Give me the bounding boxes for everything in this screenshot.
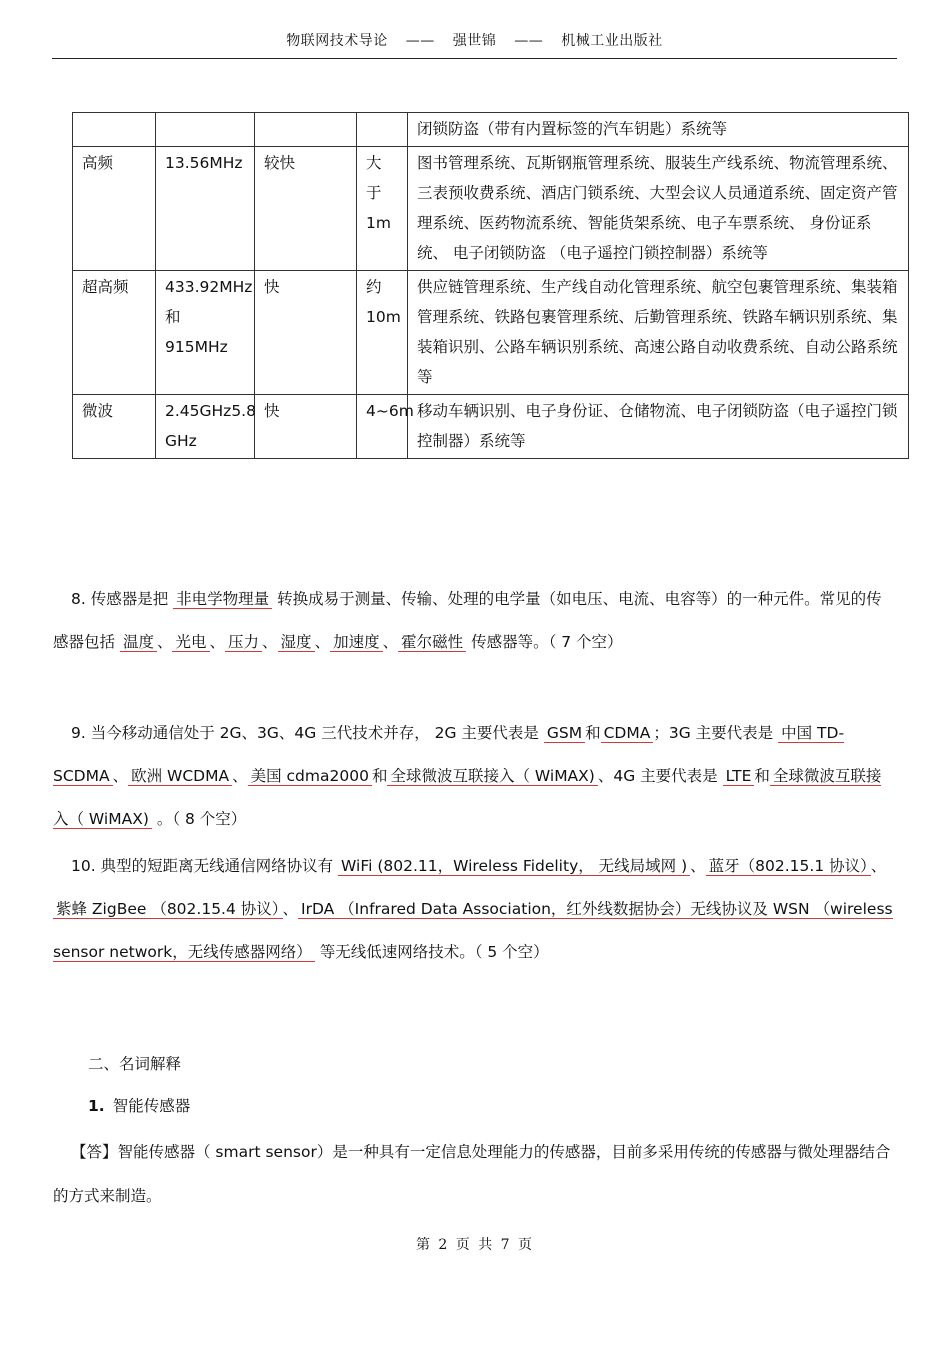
page-number: 第 2 页 共 7 页: [415, 1237, 535, 1253]
separator: 、: [690, 857, 706, 875]
table-row: [73, 271, 909, 395]
question-10: [53, 845, 893, 974]
answer-blank: 光电: [172, 633, 209, 652]
page-header: [52, 30, 897, 50]
question-text: 和: [585, 724, 601, 742]
header-publisher: 机械工业出版社: [561, 33, 663, 49]
cell-range: 4~6m: [357, 395, 408, 459]
answer-blank: 美国 cdma2000: [248, 767, 372, 786]
separator: 、: [870, 857, 887, 875]
cell-applications: 移动车辆识别、电子身份证、仓储物流、电子闭锁防盗（电子遥控门锁控制器）系统等: [408, 395, 909, 459]
cell-band: 超高频: [73, 271, 156, 395]
cell-frequency: 2.45GHz5.8 GHz: [156, 395, 255, 459]
question-text: 传感器等。（ 7 个空）: [471, 633, 623, 651]
table-row: [73, 113, 909, 147]
answer-blank: 湿度: [278, 633, 315, 652]
question-text: 8. 传感器是把: [71, 590, 169, 608]
separator: 、: [156, 633, 173, 651]
answer-blank: LTE: [723, 767, 755, 786]
answer-blank: 压力: [225, 633, 262, 652]
question-text: 9. 当今移动通信处于 2G、3G、4G 三代技术并存， 2G 主要代表是: [71, 724, 539, 742]
header-book-title: 物联网技术导论: [286, 33, 388, 49]
cell-speed: [255, 113, 357, 147]
question-text: 。（ 8 个空）: [156, 810, 247, 828]
answer-blank: 霍尔磁性: [398, 633, 466, 652]
question-text: 、4G 主要代表是: [597, 767, 718, 785]
rfid-frequency-table: [72, 112, 909, 459]
answer-blank: 非电学物理量: [173, 590, 272, 609]
header-author: 强世锦: [452, 33, 497, 49]
section-title: 二、名词解释: [88, 1055, 182, 1073]
separator: 、: [282, 900, 299, 918]
question-text: 和: [754, 767, 770, 785]
cell-band: 高频: [73, 147, 156, 271]
cell-speed: 较快: [255, 147, 357, 271]
term-number: 1.: [88, 1097, 105, 1115]
cell-band: [73, 113, 156, 147]
question-text: 10. 典型的短距离无线通信网络协议有: [71, 857, 334, 875]
answer-blank: 全球微波互联接入（ WiMAX): [53, 767, 882, 828]
cell-applications: 供应链管理系统、生产线自动化管理系统、航空包裹管理系统、集装箱管理系统、铁路包裹管理系统、后勤管理系统、铁路车辆识别系统、集装箱识别、公路车辆识别系统、高速公路自动收费系统、自动公路系统等: [408, 271, 909, 395]
question-text: 和: [371, 767, 388, 785]
answer-text: 【答】智能传感器（ smart sensor）是一种具有一定信息处理能力的传感器，目前多采用传统的传感器与微处理器结合的方式来制造。: [53, 1143, 891, 1205]
separator: 、: [232, 767, 248, 785]
table-row: [73, 147, 909, 271]
question-8: [53, 578, 893, 664]
answer-blank: 欧洲 WCDMA: [128, 767, 232, 786]
cell-range: 大 于 1m: [357, 147, 408, 271]
cell-applications: 闭锁防盗（带有内置标签的汽车钥匙）系统等: [408, 113, 909, 147]
answer-blank: 蓝牙（802.15.1 协议）: [706, 857, 871, 876]
header-separator: ——: [405, 33, 435, 49]
cell-speed: 快: [255, 395, 357, 459]
cell-range: 约 10m: [357, 271, 408, 395]
cell-speed: 快: [255, 271, 357, 395]
separator: 、: [209, 633, 226, 651]
header-rule: [52, 58, 897, 59]
answer-blank: 中国 TD-SCDMA: [53, 724, 845, 785]
answer-blank: 紫蜂 ZigBee （802.15.4 协议）: [53, 900, 283, 919]
separator: 、: [382, 633, 399, 651]
question-text: ；3G 主要代表是: [653, 724, 774, 742]
cell-frequency: [156, 113, 255, 147]
answer-blank: IrDA （Infrared Data Association，红外线数据协会）无线协议及 WSN （wireless sensor network，无线传感器网络）: [53, 900, 893, 961]
answer-paragraph: [53, 1130, 893, 1218]
answer-blank: 加速度: [330, 633, 383, 652]
answer-blank: 全球微波互联接入（ WiMAX): [387, 767, 597, 786]
separator: 、: [314, 633, 331, 651]
cell-applications: 图书管理系统、瓦斯钢瓶管理系统、服装生产线系统、物流管理系统、三表预收费系统、酒店门锁系统、大型会议人员通道系统、固定资产管理系统、医药物流系统、智能货架系统、电子车票系统、 身份证系统、 电子闭锁防盗 （电子遥控门锁控制器）系统等: [408, 147, 909, 271]
cell-frequency: 433.92MHz 和 915MHz: [156, 271, 255, 395]
answer-blank: GSM: [544, 724, 585, 743]
answer-blank: 温度: [120, 633, 157, 652]
separator: 、: [112, 767, 129, 785]
separator: 、: [262, 633, 278, 651]
answer-blank: WiFi (802.11，Wireless Fidelity， 无线局域网 ): [338, 857, 690, 876]
table-row: [73, 395, 909, 459]
question-text: 等无线低速网络技术。（ 5 个空）: [319, 943, 549, 961]
term-heading: [88, 1094, 190, 1116]
header-separator: ——: [514, 33, 544, 49]
answer-blank: CDMA: [601, 724, 654, 743]
cell-frequency: 13.56MHz: [156, 147, 255, 271]
question-text: 转换成易于测量、传输、处理的电学量（如电压、电流、电容等）的一种元件。常见的传感器包括: [53, 590, 882, 651]
cell-band: 微波: [73, 395, 156, 459]
question-9: [53, 712, 893, 841]
term-title: 智能传感器: [112, 1097, 191, 1115]
cell-range: [357, 113, 408, 147]
